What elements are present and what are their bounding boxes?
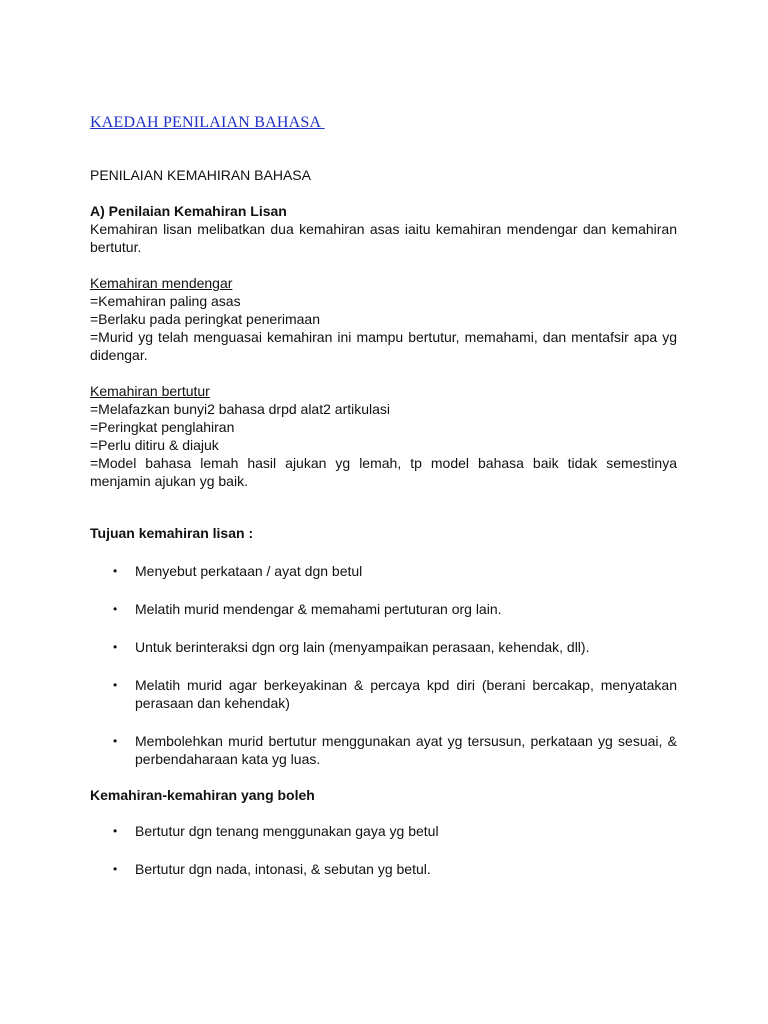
bertutur-line: =Perlu ditiru & diajuk (90, 437, 219, 453)
bertutur-line: =Model bahasa lemah hasil ajukan yg lemah, tp model bahasa baik tidak semestinya menjamin ajukan yg baik. (90, 455, 677, 489)
bertutur-line: =Peringkat penglahiran (90, 419, 235, 435)
bullet-icon: • (113, 824, 118, 838)
list-item: • Membolehkan murid bertutur menggunakan ayat yg tersusun, perkataan yg sesuai, & perbendaharaan kata yg luas. (113, 733, 677, 767)
document-title: KAEDAH PENILAIAN BAHASA (90, 114, 325, 131)
list-item: • Bertutur dgn nada, intonasi, & sebutan yg betul. (113, 861, 431, 877)
bullet-icon: • (113, 564, 118, 578)
mendengar-heading: Kemahiran mendengar (90, 275, 233, 291)
list-item: • Untuk berinteraksi dgn org lain (menyampaikan perasaan, kehendak, dll). (113, 639, 590, 655)
list-item: • Melatih murid agar berkeyakinan & percaya kpd diri (berani bercakap, menyatakan perasaan dan kehendak) (113, 677, 677, 711)
list-item: • Menyebut perkataan / ayat dgn betul (113, 563, 363, 579)
list-item: • Melatih murid mendengar & memahami pertuturan org lain. (113, 601, 502, 617)
kemahiran-boleh-heading: Kemahiran-kemahiran yang boleh (90, 787, 315, 803)
tujuan-heading: Tujuan kemahiran lisan : (90, 525, 254, 541)
mendengar-line: =Murid yg telah menguasai kemahiran ini mampu bertutur, memahami, dan mentafsir apa yg didengar. (90, 329, 677, 363)
tujuan-list (90, 562, 677, 768)
mendengar-line: =Kemahiran paling asas (90, 293, 241, 309)
bullet-icon: • (113, 678, 118, 692)
bullet-icon: • (113, 734, 118, 748)
bertutur-line: =Melafazkan bunyi2 bahasa drpd alat2 artikulasi (90, 401, 391, 417)
section-heading: PENILAIAN KEMAHIRAN BAHASA (90, 167, 311, 183)
mendengar-line: =Berlaku pada peringkat penerimaan (90, 311, 320, 327)
bullet-icon: • (113, 602, 118, 616)
part-a-intro: Kemahiran lisan melibatkan dua kemahiran asas iaitu kemahiran mendengar dan kemahiran bertutur. (90, 221, 677, 255)
bullet-icon: • (113, 640, 118, 654)
list-item: • Bertutur dgn tenang menggunakan gaya yg betul (113, 823, 439, 839)
document-body (90, 166, 677, 878)
bertutur-heading: Kemahiran bertutur (90, 383, 210, 399)
kemahiran-boleh-list (90, 822, 677, 878)
part-a-heading: A) Penilaian Kemahiran Lisan (90, 203, 287, 219)
bullet-icon: • (113, 862, 118, 876)
